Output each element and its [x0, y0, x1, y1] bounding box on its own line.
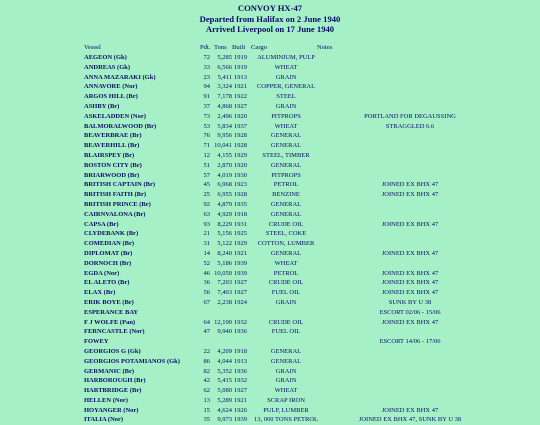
- column-header-cargo: Cargo: [251, 44, 267, 51]
- tonnage: 5,411: [217, 73, 232, 81]
- tonnage: 5,122: [217, 240, 232, 248]
- table-row: [0, 122, 540, 132]
- cargo: STEEL, COKE: [265, 230, 307, 238]
- tonnage: 5,156: [217, 230, 232, 238]
- convoy-header: [0, 3, 540, 35]
- pdt-number: 12: [203, 151, 210, 159]
- year-built: 1936: [234, 328, 247, 336]
- tonnage: 5,289: [217, 396, 232, 404]
- tonnage: 4,624: [217, 406, 232, 414]
- tonnage: 5,834: [217, 122, 232, 130]
- table-row: [0, 141, 540, 151]
- pdt-number: 33: [203, 63, 210, 71]
- tonnage: 6,566: [217, 63, 232, 71]
- table-row: [0, 308, 540, 318]
- table-row: [0, 180, 540, 190]
- cargo: CRUDE OIL: [268, 279, 304, 287]
- tonnage: 5,415: [217, 377, 232, 385]
- year-built: 1922: [234, 93, 247, 101]
- year-built: 1928: [234, 142, 247, 150]
- cargo: PULP, LUMBER: [263, 406, 309, 414]
- table-row: [0, 239, 540, 249]
- year-built: 1919: [234, 63, 247, 71]
- pdt-number: 53: [203, 122, 210, 130]
- vessel-name: HARTBRIDGE (Br): [84, 387, 142, 395]
- arrival-line: Arrived Liverpool on 17 June 1940: [205, 24, 335, 34]
- year-built: 1927: [234, 102, 247, 110]
- pdt-number: 22: [203, 347, 210, 355]
- notes: JOINED EX BHX 47: [381, 279, 439, 287]
- vessel-name: BRITISH CAPTAIN (Br): [84, 181, 156, 189]
- pdt-number: 94: [203, 83, 210, 91]
- column-header-notes: Notes: [317, 44, 333, 51]
- table-row: [0, 112, 540, 122]
- pdt-number: 72: [203, 54, 210, 61]
- cargo: CRUDE OIL: [268, 318, 304, 326]
- vessel-name: FERNCASTLE (Nor): [84, 328, 145, 336]
- vessel-name: AEGEON (Gk): [84, 54, 127, 61]
- pdt-number: 86: [203, 357, 210, 365]
- year-built: 1921: [234, 249, 247, 257]
- cargo: WHEAT: [274, 259, 298, 267]
- cargo: GENERAL: [270, 357, 302, 365]
- cargo: GRAIN: [275, 298, 297, 306]
- tonnage: 8,229: [217, 220, 232, 228]
- table-row: [0, 82, 540, 92]
- table-row: [0, 298, 540, 308]
- notes: ESCORT 02/06 - 15/06: [379, 308, 441, 316]
- cargo: GENERAL: [270, 200, 302, 208]
- year-built: 1928: [234, 191, 247, 199]
- pdt-number: 92: [203, 200, 210, 208]
- vessel-name: GEORGIOS G (Gk): [84, 347, 141, 355]
- cargo: BENZINE: [272, 191, 300, 199]
- year-built: 1935: [234, 200, 247, 208]
- notes: JOINED EX BHX 47: [381, 318, 439, 326]
- tonnage: 6,955: [217, 191, 232, 199]
- vessel-name: EGDA (Nor): [84, 269, 120, 277]
- year-built: 1925: [234, 230, 247, 238]
- vessel-name: ITALIA (Nor): [84, 416, 124, 424]
- notes: SUNK BY U 38: [388, 298, 432, 306]
- tonnage: 4,019: [217, 171, 232, 179]
- notes: JOINED EX BHX 47: [381, 181, 439, 189]
- tonnage: 7,203: [217, 279, 232, 287]
- pdt-number: 21: [203, 230, 210, 238]
- tonnage: 10,050: [214, 269, 232, 277]
- pdt-number: 63: [203, 210, 210, 218]
- notes: PORTLAND FOR DEGAUSSING: [364, 112, 456, 120]
- tonnage: 2,870: [217, 161, 232, 169]
- vessel-name: CAPSA (Br): [84, 220, 119, 228]
- notes: STRAGGLED 6.6: [385, 122, 435, 130]
- table-row: [0, 327, 540, 337]
- vessel-name: COMEDIAN (Br): [84, 240, 135, 248]
- vessel-name: ANNA MAZARAKI (Gk): [84, 73, 156, 81]
- pdt-number: 64: [203, 318, 210, 326]
- table-row: [0, 63, 540, 73]
- tonnage: 5,186: [217, 259, 232, 267]
- table-row: [0, 269, 540, 279]
- notes: JOINED EX BHX 47: [381, 289, 439, 297]
- vessel-name: HARBOROUGH (Br): [84, 377, 146, 385]
- table-row: [0, 318, 540, 328]
- tonnage: 7,403: [217, 289, 232, 297]
- table-row: [0, 357, 540, 367]
- tonnage: 9,956: [217, 132, 232, 140]
- vessel-name: DORNOCH (Br): [84, 259, 132, 267]
- vessel-name: BRITISH FAITH (Br): [84, 191, 146, 199]
- vessel-name: BRIARWOOD (Br): [84, 171, 140, 179]
- cargo: GRAIN: [275, 73, 297, 81]
- tonnage: 4,155: [217, 151, 232, 159]
- tonnage: 12,190: [214, 318, 232, 326]
- convoy-title: CONVOY HX-47: [237, 3, 303, 13]
- year-built: 1939: [234, 259, 247, 267]
- vessel-name: ASKELADDEN (Nor): [84, 112, 146, 120]
- table-row: [0, 249, 540, 259]
- year-built: 1929: [234, 151, 247, 159]
- tonnage: 4,929: [217, 210, 232, 218]
- vessel-name: HOYANGER (Nor): [84, 406, 139, 414]
- vessel-name: BRITISH PRINCE (Br): [84, 200, 151, 208]
- cargo: COPPER, GENERAL: [256, 83, 316, 91]
- year-built: 1918: [234, 347, 247, 355]
- year-built: 1921: [234, 396, 247, 404]
- pdt-number: 23: [203, 73, 210, 81]
- vessel-name: BOSTON CITY (Br): [84, 161, 142, 169]
- year-built: 1913: [234, 73, 247, 81]
- tonnage: 5,080: [217, 387, 232, 395]
- table-row: [0, 396, 540, 406]
- cargo: WHEAT: [274, 122, 298, 130]
- cargo: PETROL: [273, 181, 299, 189]
- cargo: GRAIN: [275, 102, 297, 110]
- tonnage: 2,496: [217, 112, 232, 120]
- cargo: STEEL, TIMBER: [262, 151, 310, 159]
- tonnage: 3,324: [217, 83, 232, 91]
- cargo: SCRAP IRON: [267, 396, 305, 404]
- pdt-number: 25: [203, 191, 210, 199]
- pdt-number: 35: [203, 416, 210, 424]
- notes: JOINED EX BHX 47: [381, 406, 439, 414]
- pdt-number: 14: [203, 249, 210, 257]
- pdt-number: 76: [203, 132, 210, 140]
- pdt-number: 62: [203, 387, 210, 395]
- vessel-name: DIPLOMAT (Br): [84, 249, 133, 257]
- table-row: [0, 406, 540, 416]
- tonnage: 5,352: [217, 367, 232, 375]
- cargo: GENERAL: [270, 161, 302, 169]
- cargo: WHEAT: [274, 387, 298, 395]
- tonnage: 7,178: [217, 93, 232, 101]
- tonnage: 6,968: [217, 181, 232, 189]
- year-built: 1939: [234, 269, 247, 277]
- convoy-vessel-table: [0, 53, 540, 425]
- notes: ESCORT 14/06 - 17/06: [379, 338, 441, 346]
- year-built: 1931: [234, 220, 247, 228]
- cargo: FUEL OIL: [271, 289, 301, 297]
- vessel-name: EL ALETO (Br): [84, 279, 130, 287]
- pdt-number: 82: [203, 367, 210, 375]
- vessel-name: ANDREAS (Gk): [84, 63, 131, 71]
- year-built: 1921: [234, 83, 247, 91]
- table-row: [0, 102, 540, 112]
- pdt-number: 52: [203, 259, 210, 267]
- table-row: [0, 171, 540, 181]
- table-row: [0, 53, 540, 63]
- year-built: 1913: [234, 357, 247, 365]
- pdt-number: 31: [203, 240, 210, 248]
- notes: JOINED EX BHX 47, SUNK BY U 38: [358, 416, 462, 424]
- pdt-number: 56: [203, 289, 210, 297]
- cargo: PITPROPS: [271, 171, 301, 179]
- pdt-number: 93: [203, 220, 210, 228]
- cargo: PITPROPS: [271, 112, 301, 120]
- year-built: 1932: [234, 318, 247, 326]
- year-built: 1930: [234, 171, 247, 179]
- table-row: [0, 131, 540, 141]
- pdt-number: 15: [203, 406, 210, 414]
- year-built: 1920: [234, 161, 247, 169]
- cargo: GRAIN: [275, 377, 297, 385]
- cargo: CRUDE OIL: [268, 220, 304, 228]
- vessel-name: ASHBY (Br): [84, 102, 120, 110]
- cargo: COTTON, LUMBER: [257, 240, 315, 248]
- vessel-name: FOWEY: [84, 338, 109, 346]
- pdt-number: 73: [203, 112, 210, 120]
- table-row: [0, 337, 540, 347]
- year-built: 1937: [234, 122, 247, 130]
- table-row: [0, 288, 540, 298]
- tonnage: 5,285: [217, 54, 232, 61]
- vessel-name: GEORGIOS POTAMIANOS (Gk): [84, 357, 180, 365]
- year-built: 1929: [234, 240, 247, 248]
- year-built: 1939: [234, 416, 247, 424]
- vessel-name: BALMORALWOOD (Br): [84, 122, 157, 130]
- table-row: [0, 151, 540, 161]
- tonnage: 9,973: [217, 416, 232, 424]
- vessel-name: ANNAVORE (Nor): [84, 83, 138, 91]
- vessel-name: ESPERANCE BAY: [84, 308, 139, 316]
- pdt-number: 67: [203, 298, 210, 306]
- pdt-number: 42: [203, 377, 210, 385]
- pdt-number: 51: [203, 161, 210, 169]
- year-built: 1918: [234, 210, 247, 218]
- tonnage: 2,238: [217, 298, 232, 306]
- cargo: FUEL OIL: [271, 328, 301, 336]
- year-built: 1920: [234, 112, 247, 120]
- pdt-number: 13: [203, 396, 210, 404]
- year-built: 1932: [234, 377, 247, 385]
- table-row: [0, 278, 540, 288]
- cargo: PETROL: [273, 269, 299, 277]
- table-row: [0, 367, 540, 377]
- table-row: [0, 347, 540, 357]
- vessel-name: ARGOS HILL (Br): [84, 93, 138, 101]
- pdt-number: 46: [203, 269, 210, 277]
- tonnage: 9,940: [217, 328, 232, 336]
- cargo: STEEL: [276, 93, 296, 101]
- column-header-built: Built: [232, 44, 246, 51]
- table-row: [0, 210, 540, 220]
- year-built: 1927: [234, 279, 247, 287]
- table-row: [0, 190, 540, 200]
- cargo: WHEAT: [274, 63, 298, 71]
- table-row: [0, 161, 540, 171]
- vessel-name: F J WOLFE (Pan): [84, 318, 136, 326]
- pdt-number: 37: [203, 102, 210, 110]
- table-row: [0, 376, 540, 386]
- departure-line: Departed from Halifax on 2 June 1940: [199, 13, 341, 24]
- vessel-name: ERIK BOYE (Br): [84, 298, 134, 306]
- pdt-number: 47: [203, 328, 210, 336]
- vessel-name: CLYDEBANK (Br): [84, 230, 139, 238]
- notes: JOINED EX BHX 47: [381, 269, 439, 277]
- cargo: GENERAL: [270, 142, 302, 150]
- tonnage: 10,041: [214, 142, 232, 150]
- year-built: 1928: [234, 132, 247, 140]
- cargo: ALUMINIUM, PULP: [257, 54, 315, 61]
- tonnage: 4,209: [217, 347, 232, 355]
- table-row: [0, 259, 540, 269]
- notes: JOINED EX BHX 47: [381, 249, 439, 257]
- year-built: 1924: [234, 298, 247, 306]
- column-header-vessel: Vessel: [84, 44, 101, 51]
- column-header-pdt: Pdt.: [200, 44, 211, 51]
- cargo: GENERAL: [270, 249, 302, 257]
- table-row: [0, 229, 540, 239]
- pdt-number: 45: [203, 181, 210, 189]
- tonnage: 4,868: [217, 102, 232, 110]
- tonnage: 8,240: [217, 249, 232, 257]
- cargo: 13, 000 TONS PETROL: [253, 416, 319, 424]
- vessel-name: HELLEN (Nor): [84, 396, 128, 404]
- vessel-name: ELAX (Br): [84, 289, 116, 297]
- tonnage: 4,044: [217, 357, 232, 365]
- vessel-name: BLAIRSPEY (Br): [84, 151, 135, 159]
- table-row: [0, 386, 540, 396]
- cargo: GENERAL: [270, 132, 302, 140]
- cargo: GENERAL: [270, 347, 302, 355]
- vessel-name: GERMANIC (Br): [84, 367, 135, 375]
- table-row: [0, 415, 540, 425]
- year-built: 1926: [234, 406, 247, 414]
- tonnage: 4,879: [217, 200, 232, 208]
- vessel-name: BEAVERBRAE (Br): [84, 132, 142, 140]
- vessel-name: BEAVERHILL (Br): [84, 142, 140, 150]
- notes: JOINED EX BHX 47: [381, 220, 439, 228]
- year-built: 1936: [234, 367, 247, 375]
- pdt-number: 71: [203, 142, 210, 150]
- table-row: [0, 220, 540, 230]
- cargo: GENERAL: [270, 210, 302, 218]
- table-row: [0, 73, 540, 83]
- cargo: GRAIN: [275, 367, 297, 375]
- year-built: 1919: [234, 54, 247, 61]
- table-row: [0, 92, 540, 102]
- pdt-number: 57: [203, 171, 210, 179]
- pdt-number: 91: [203, 93, 210, 101]
- notes: JOINED EX BHX 47: [381, 191, 439, 199]
- year-built: 1927: [234, 289, 247, 297]
- vessel-name: CAIRNVALONA (Br): [84, 210, 146, 218]
- table-row: [0, 200, 540, 210]
- year-built: 1923: [234, 181, 247, 189]
- year-built: 1927: [234, 387, 247, 395]
- pdt-number: 36: [203, 279, 210, 287]
- column-header-tons: Tons: [214, 44, 227, 51]
